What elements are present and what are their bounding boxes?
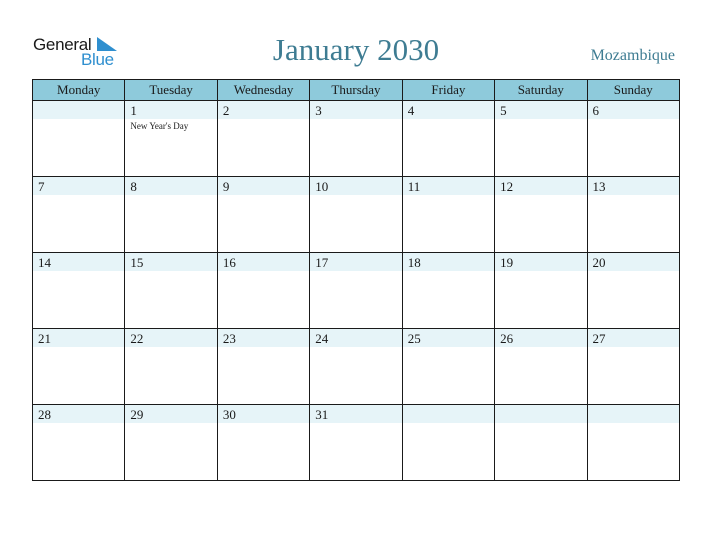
- day-number: 6: [592, 103, 600, 118]
- day-cell: [495, 253, 587, 329]
- day-cell: [495, 329, 587, 405]
- day-cell: [402, 253, 494, 329]
- weekday-header: Wednesday: [217, 80, 309, 101]
- day-cell: [310, 101, 402, 177]
- day-number: 14: [38, 255, 51, 270]
- day-cell: [217, 329, 309, 405]
- weekday-header: Thursday: [310, 80, 402, 101]
- day-band: [310, 101, 401, 119]
- day-cell: [587, 405, 679, 481]
- day-number: 15: [130, 255, 144, 270]
- day-number: 9: [222, 179, 230, 194]
- holiday-label: New Year's Day: [130, 121, 189, 131]
- day-band: [218, 101, 309, 119]
- day-number: 31: [315, 407, 329, 422]
- day-band: [33, 101, 124, 119]
- day-number: 1: [130, 103, 137, 118]
- week-row: [33, 253, 680, 329]
- day-cell: [310, 253, 402, 329]
- day-number: 2: [222, 103, 230, 118]
- day-number: 27: [592, 331, 606, 346]
- day-number: 17: [315, 255, 329, 270]
- day-number: 10: [315, 179, 329, 194]
- country-label: Mozambique: [590, 47, 675, 64]
- day-band: [125, 101, 216, 119]
- day-number: 24: [315, 331, 329, 346]
- week-row: [33, 101, 680, 177]
- calendar-grid: [32, 79, 680, 481]
- day-cell: [310, 329, 402, 405]
- weekday-header: Sunday: [587, 80, 679, 101]
- day-number: 12: [500, 179, 514, 194]
- day-number: 13: [592, 179, 606, 194]
- day-band: [588, 101, 679, 119]
- day-number: 29: [130, 407, 144, 422]
- day-band: [495, 405, 586, 423]
- day-cell: [495, 405, 587, 481]
- day-cell: [217, 101, 309, 177]
- day-cell: [33, 101, 125, 177]
- day-cell: [33, 405, 125, 481]
- day-cell: [217, 253, 309, 329]
- day-cell: [587, 101, 679, 177]
- weekday-header: Tuesday: [125, 80, 217, 101]
- day-cell: [587, 177, 679, 253]
- day-number: 22: [130, 331, 144, 346]
- day-cell: [402, 329, 494, 405]
- day-cell: [402, 405, 494, 481]
- day-band: [218, 177, 309, 195]
- weekday-header: Monday: [33, 80, 125, 101]
- day-number: 21: [38, 331, 51, 346]
- day-band: [403, 101, 494, 119]
- day-band: [403, 405, 494, 423]
- day-band: [33, 177, 124, 195]
- day-band: [125, 177, 216, 195]
- day-cell: [587, 329, 679, 405]
- day-cell: [402, 177, 494, 253]
- day-cell: [310, 405, 402, 481]
- day-number: 25: [407, 331, 421, 346]
- day-band: [495, 101, 586, 119]
- day-number: 7: [38, 179, 45, 194]
- day-cell: [125, 405, 217, 481]
- day-cell: [402, 101, 494, 177]
- day-cell: [33, 329, 125, 405]
- day-cell: [125, 253, 217, 329]
- day-number: 16: [222, 255, 236, 270]
- day-number: 4: [407, 103, 415, 118]
- day-number: 8: [130, 179, 137, 194]
- day-number: 23: [222, 331, 236, 346]
- logo-text-blue: Blue: [81, 50, 114, 69]
- day-number: 11: [407, 179, 421, 194]
- day-cell: [125, 177, 217, 253]
- day-number: 19: [500, 255, 514, 270]
- logo-text-general: General: [33, 35, 92, 54]
- week-row: [33, 329, 680, 405]
- day-cell: [495, 177, 587, 253]
- day-number: 30: [222, 407, 236, 422]
- day-cell: [587, 253, 679, 329]
- day-cell: [125, 329, 217, 405]
- day-number: 26: [500, 331, 514, 346]
- week-row: [33, 405, 680, 481]
- weekday-header: Friday: [402, 80, 494, 101]
- day-band: [588, 405, 679, 423]
- day-number: 18: [407, 255, 421, 270]
- week-row: [33, 177, 680, 253]
- day-number: 28: [38, 407, 51, 422]
- weekday-header-row: [33, 80, 680, 101]
- day-number: 20: [592, 255, 606, 270]
- day-number: 5: [500, 103, 507, 118]
- day-number: 3: [315, 103, 322, 118]
- day-cell: [33, 177, 125, 253]
- day-cell: [125, 101, 217, 177]
- weekday-header: Saturday: [495, 80, 587, 101]
- day-cell: [495, 101, 587, 177]
- day-cell: [217, 405, 309, 481]
- day-cell: [310, 177, 402, 253]
- day-cell: [217, 177, 309, 253]
- day-cell: [33, 253, 125, 329]
- calendar-title: January 2030: [272, 32, 440, 67]
